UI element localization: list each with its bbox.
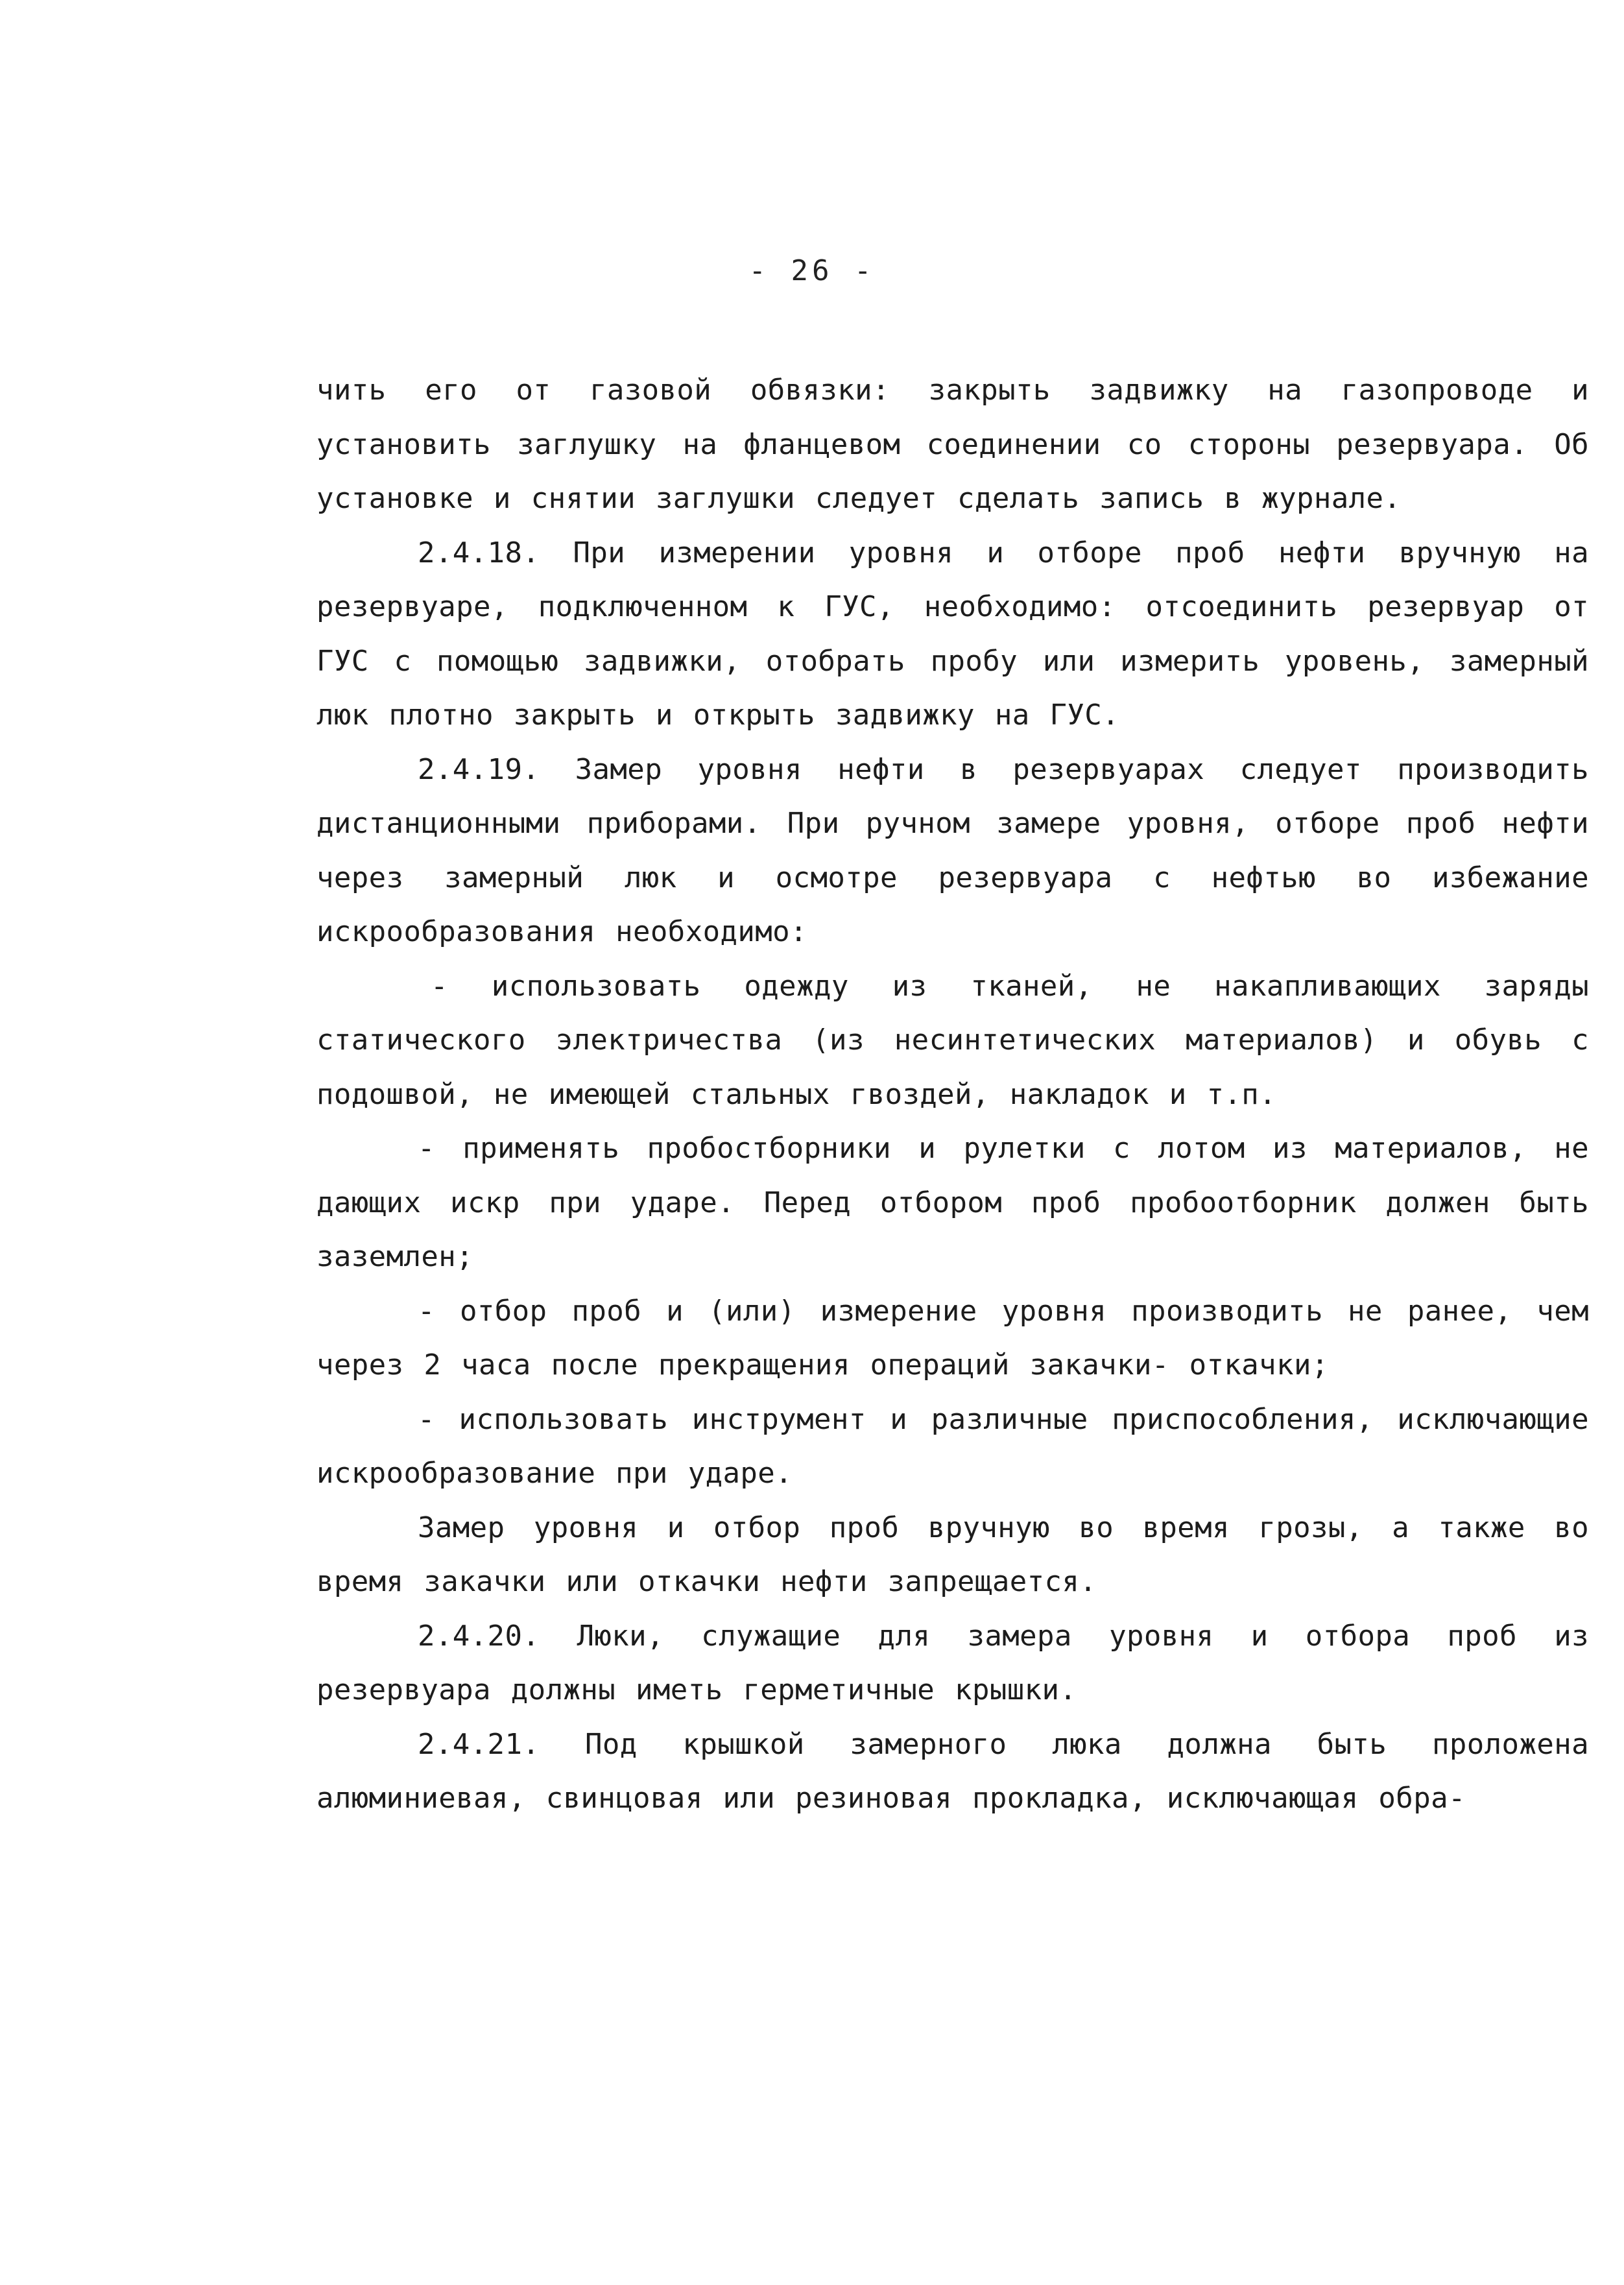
body-text: [316, 363, 1589, 1826]
paragraph-2-4-19: 2.4.19. Замер уровня нефти в резервуарах следует производить дистанционными приборами. При ручном замере уровня, отборе проб нефти через замерный люк и осмотре резервуара с нефтью во избежание искрообразования необходимо:: [316, 752, 1589, 948]
page-number: - 26 -: [748, 254, 876, 287]
paragraph-storm-prohibition: Замер уровня и отбор проб вручную во время грозы, а также во время закачки или откачки нефти запрещается.: [316, 1511, 1589, 1598]
list-item-tools: - использовать инструмент и различные приспособления, исключающие искрообразование при ударе.: [316, 1402, 1589, 1490]
paragraph-continuation: чить его от газовой обвязки: закрыть задвижку на газопроводе и установить заглушку на фланцевом соединении со стороны резервуара. Об установке и снятии заглушки следует сделать запись в журнале.: [316, 374, 1589, 515]
paragraph-2-4-20: 2.4.20. Люки, служащие для замера уровня и отбора проб из резервуара должны иметь герметичные крышки.: [316, 1619, 1589, 1706]
paragraph-2-4-21: 2.4.21. Под крышкой замерного люка должна быть проложена алюминиевая, свинцовая или резиновая прокладка, исключающая обра-: [316, 1727, 1589, 1815]
list-item-clothing: - использовать одежду из тканей, не накапливающих заряды статического электричества (из несинтетических материалов) и обувь с подошвой, не имеющей стальных гвоздей, накладок и т.п.: [316, 969, 1589, 1111]
list-item-samplers: - применять пробостборники и рулетки с лотом из материалов, не дающих искр при ударе. Перед отбором проб пробоотборник должен быть заземлен;: [316, 1132, 1589, 1273]
list-item-sampling-delay: - отбор проб и (или) измерение уровня производить не ранее, чем через 2 часа после прекращения операций закачки- откачки;: [316, 1294, 1589, 1382]
paragraph-2-4-18: 2.4.18. При измерении уровня и отборе проб нефти вручную на резервуаре, подключенном к ГУС, необходимо: отсоединить резервуар от ГУС с помощью задвижки, отобрать пробу или измерить уровень, замерный люк плотно закрыть и открыть задвижку на ГУС.: [316, 536, 1589, 732]
